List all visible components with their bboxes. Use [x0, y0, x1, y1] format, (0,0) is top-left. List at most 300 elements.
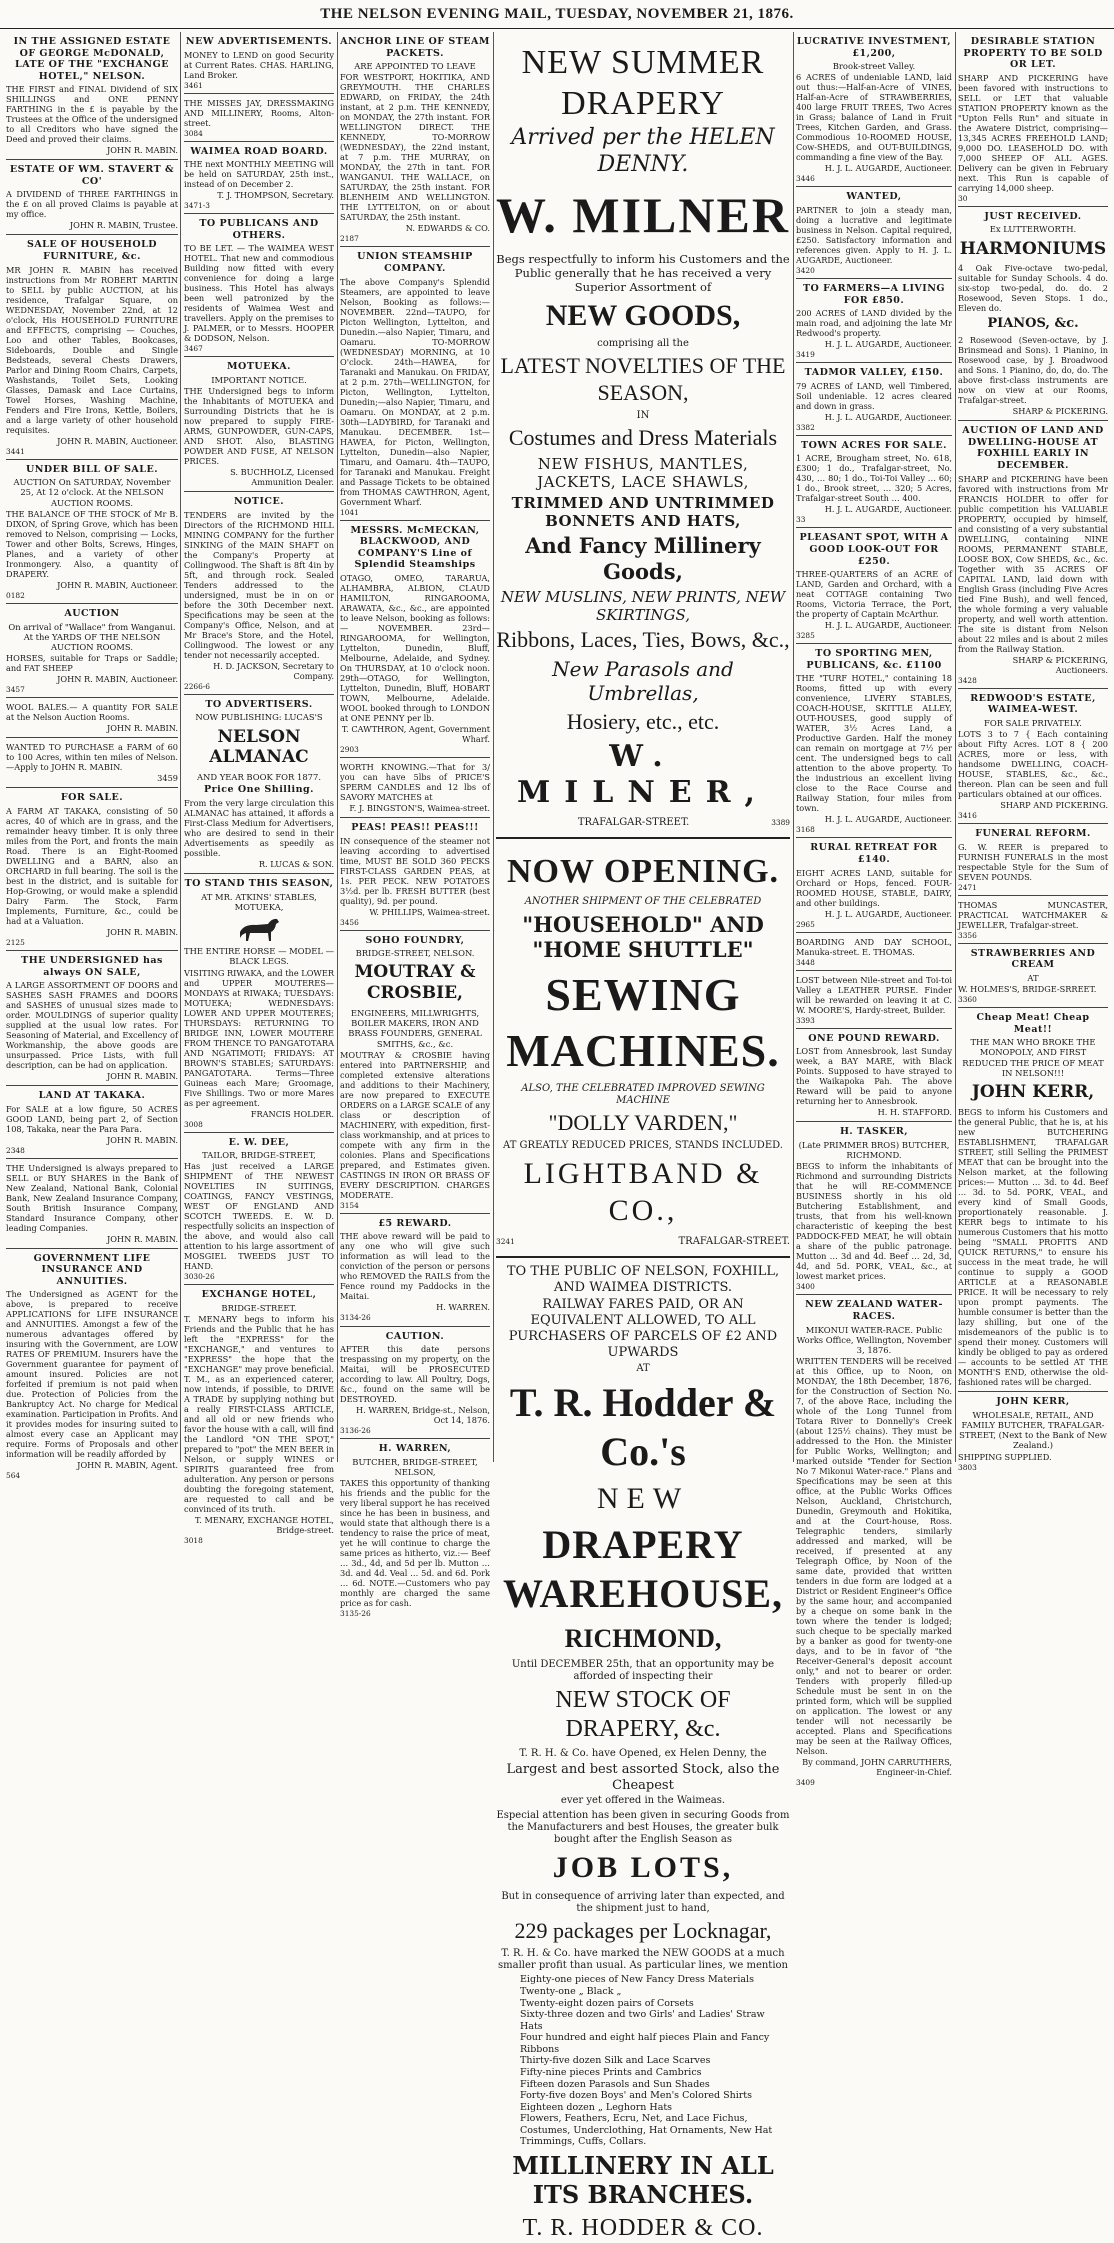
ad-body: THE Undersigned is always prepared to SELL or BUY SHARES in the Bank of New Zealand, National Bank, Colonial Bank, New Zealand Insurance Company, South British Insurance Company, Standard Insurance Company, other leading Companies.	[6, 1162, 178, 1233]
ad-body: BEGS to inform his Customers and the general Public, that he is, at his new BUTCHERING ESTABLISHMENT, TRAFALGAR STREET, still Selling the PRIMEST MEAT that can be brought into the Nelson market, at the following prices:— Mutton … 3d. to 4d. Beef … 3d. to 5d. PORK, VEAL, and every kind of Small Goods, proportionately reasonable. J. KERR begs to intimate to his numerous Customers that his motto being "SMALL PROFITS AND QUICK RETURNS," to ensure his success in the meat trade, he will continue to supply a GOOD ARTICLE at a REASONABLE PRICE. It will be necessary to rely upon prompt payments. The humble consumer is better than the lazy shilling, but one of the misdemeanors of the public is to spend their money. Customers will kindly be obliged to pay as ordered — accounts to be settled AT THE MONTH'S END, otherwise the old-fashioned rates will be charged.	[958, 1106, 1108, 1387]
goods-list-item: Thirty-five dozen Silk and Lace Scarves	[520, 2055, 711, 2067]
advertisement	[6, 955, 178, 1086]
ad-subheading: Ex LUTTERWORTH.	[989, 224, 1077, 235]
ad-signature: FRANCIS HOLDER.	[250, 1108, 334, 1119]
ad-body: From the very large circulation this ALMANAC has attained, it affords a First-Class Medium for Advertisers, who are desired to send in their Advertisements as speedily as possible.	[184, 798, 334, 858]
ad-body: THE FIRST and FINAL Dividend of SIX SHILLINGS and ONE PENNY FARTHING in the £ is payable by the Trustees at the Office of the undersigned to all Creditors who have signed the Deed and proved their claims.	[6, 84, 178, 145]
goods-list-item: Forty-five dozen Boys' and Men's Colored Shirts	[520, 2090, 752, 2102]
ad-body: LOTS 3 to 7 { Each containing about Fifty Acres. LOT 8 { 200 ACRES, more or less, with handsome DWELLING, COACH-HOUSE, STABLES, &c., &c., thereon. Plan can be seen and full particulars obtained at our offices.	[958, 728, 1108, 799]
ad-heading: WAIMEA ROAD BOARD.	[190, 145, 328, 157]
advertisement	[6, 1163, 178, 1249]
advertisement	[6, 1253, 178, 1484]
summer-drapery-subheading: Arrived per the HELEN DENNY.	[511, 124, 775, 177]
column-rule	[180, 32, 181, 1462]
reference-number: 3448	[796, 957, 815, 967]
drapery-warehouse-heading: DRAPERY WAREHOUSE,	[502, 1522, 784, 1617]
ad-signature: JOHN R. MABIN, Auctioneer.	[57, 435, 178, 446]
advertisement	[958, 693, 1108, 824]
ad-body: AFTER this date persons trespassing on my property, on the Maitai, will be PROSECUTED according to law. All Poultry, Dogs, &c., found on the same will be DESTROYED.	[340, 1344, 490, 1405]
ad-body: THE MISSES JAY, DRESSMAKING AND MILLINERY, Rooms, Alton-street.	[184, 97, 334, 128]
advertisement	[796, 1126, 952, 1295]
ad-heading: CAUTION.	[385, 1330, 445, 1342]
ad-signature: JOHN R. MABIN.	[106, 1071, 178, 1082]
ad-signature: SHARP AND PICKERING.	[1000, 799, 1108, 810]
ad-heading: REDWOOD'S ESTATE, WAIMEA-WEST.	[970, 692, 1096, 716]
ad-body: BOARDING AND DAY SCHOOL, Manuka-street. E. THOMAS.	[796, 936, 952, 957]
reference-number: 2965	[796, 919, 815, 929]
ad-body: BEGS to inform the inhabitants of Richmond and surrounding Districts that he will RE-COMMENCE BUSINESS shortly in his old Butchering Establishment, and trusts, that from his well-known characteristic of keeping the best PADDOCK-FED MEAT, he will obtain a share of the public patronage. Mutton … 3d and 4d. Beef … 2d, 3d, 4d, and 5d. PORK, VEAL, &c., at lowest market prices.	[796, 1161, 952, 1282]
ad-body: SHARP AND PICKERING have been favored with instructions to SELL or LET that valuable STATION PROPERTY known as the "Upton Fells Run" and situate in the Awatere District, comprising— 13,345 ACRES FREEHOLD LAND; 9,000 DO. LEASEHOLD DO. with 7,000 SHEEP OF ALL AGES. Delivery can be given in February next. This Run is capable of carrying 14,000 sheep.	[958, 72, 1108, 193]
ad-heading: DESIRABLE STATION PROPERTY TO BE SOLD OR LET.	[963, 36, 1103, 71]
reference-number: 3168	[796, 825, 815, 835]
reference-number: 3446	[796, 174, 815, 184]
reference-number: 0182	[6, 590, 25, 600]
goods-list-item: Eighty-one pieces of New Fancy Dress Materials	[520, 1974, 754, 1986]
reference-number: 3420	[796, 266, 815, 276]
ad-signature: JOHN R. MABIN, Trustee.	[69, 220, 178, 231]
ad-signature: JOHN R. MABIN.	[106, 145, 178, 156]
ad-subheading: On arrival of "Wallace" from Wanganui. At the YARDS OF THE NELSON AUCTION ROOMS.	[8, 621, 176, 653]
goods-list-item: Twenty-one „ Black „	[520, 1985, 622, 1997]
hosiery-line: Hosiery, etc., etc.	[566, 708, 720, 734]
reference-number: 2266-6	[184, 681, 211, 691]
lightband-name: LIGHTBAND & CO.,	[523, 1157, 763, 1227]
reference-number: 33	[796, 515, 806, 525]
trimmed-line: TRIMMED AND UNTRIMMED BONNETS AND HATS,	[511, 493, 775, 530]
ad-body: THOMAS MUNCASTER, PRACTICAL WATCHMAKER & JEWELLER, Trafalgar-street.	[958, 899, 1108, 930]
ad-heading: UNDER BILL OF SALE.	[25, 463, 159, 475]
ribbons-line: Ribbons, Laces, Ties, Bows, &c.,	[496, 627, 790, 653]
ad-subheading: FOR SALE PRIVATELY.	[984, 717, 1082, 728]
milner-name: W. MILNER	[496, 186, 790, 243]
hodder-footer: T. R. HODDER & CO.	[522, 2214, 764, 2241]
ad-heading: STRAWBERRIES AND CREAM	[970, 947, 1096, 971]
goods-list-item: Sixty-three dozen and two Girls' and Ladies' Straw Hats	[520, 2009, 765, 2032]
ad-subheading: MIKONUI WATER-RACE. Public Works Office, Wellington, November 3, 1876.	[796, 1324, 952, 1355]
ad-subheading: BRIDGE-STREET, NELSON.	[355, 948, 475, 959]
reference-number: 2348	[6, 1145, 25, 1155]
consequence-text: But in consequence of arriving later than expected, and the shipment just to hand,	[501, 1890, 785, 1914]
reference-number: 3409	[796, 1778, 815, 1788]
advertisement	[796, 842, 952, 932]
ad-display-heading: NELSON ALMANAC	[209, 726, 309, 768]
advertisement	[184, 218, 334, 357]
advertisement	[958, 425, 1108, 688]
advertisement	[6, 464, 178, 604]
ad-heading: TO ADVERTISERS.	[205, 698, 313, 710]
goods-list-item: Flowers, Feathers, Ecru, Net, and Lace Fichus, Costumes, Underclothing, Hat Ornaments, New Hat Trimmings, Cuffs, Collars.	[520, 2113, 773, 2148]
ad-subheading: THE MAN WHO BROKE THE MONOPOLY, AND FIRST REDUCED THE PRICE OF MEAT IN NELSON!!!	[962, 1037, 1104, 1078]
advertisement	[796, 1033, 952, 1123]
reference-number: 3419	[796, 350, 815, 360]
richmond-heading: RICHMOND,	[564, 1623, 722, 1653]
reference-number: 2903	[340, 744, 359, 754]
column-rule	[955, 32, 956, 1462]
ad-body: SHARP and PICKERING have been favored with instructions from Mr FRANCIS HOLDER to offer for public competition his VALUABLE PROPERTY, occupied by himself, and consisting of a very substantial DWELLING, containing NINE ROOMS, PERMANENT STABLE, LOOSE BOX, Cow SHEDS, &c., &c. Together with 35 ACRES OF CAPITAL LAND, laid down with English Grass (including Five Acres tied Fine Bush), and well fenced, the whole forming a very valuable property, and well worth attention. The site is distant from Nelson about 22 miles and is about 2 miles from the Railway Station.	[958, 473, 1108, 654]
advertisement	[6, 742, 178, 788]
ad-body: WOOL BALES.— A quantity FOR SALE at the Nelson Auction Rooms.	[6, 702, 178, 723]
ad-signature: H. J. L. AUGARDE, Auctioneer.	[824, 814, 952, 825]
ad-signature: SHARP & PICKERING.	[1012, 406, 1108, 417]
milner-intro: Begs respectfully to inform his Customers and the Public generally that he has received a very Superior Assortment of	[496, 251, 790, 294]
in-text: IN	[636, 410, 650, 422]
ad-body: The above Company's Splendid Steamers, are appointed to leave Nelson, Booking as follows:— NOVEMBER. 22nd—TAUPO, for Picton Wellington, Lyttelton, and Dunedin.—also Napier, Timaru, and Oamaru. TO-MORROW (WEDNESDAY) MORNING, at 10 O'clock. 24th—HAWEA, for Taranaki and Manukau. On FRIDAY, at 2 p.m. 27th—WELLINGTON, for Picton, Wellington, Lyttelton, Dunedin;—also Napier, Timaru, and Oamaru. On MONDAY, at 2 p.m. 30th—LADYBIRD, for Taranaki and Manukau. DECEMBER. 1st—HAWEA, for Picton, Wellington, Lyttelton, Dunedin—also Napier, Timaru, and Oamaru. 4th—TAUPO, for Taranaki and Manukau. Freight and Passage Tickets to be obtained from THOMAS CAWTHRON, Agent, Government Wharf.	[340, 276, 490, 507]
ad-heading: AUCTION	[64, 608, 120, 620]
advertisement	[184, 699, 334, 874]
advertisement	[796, 937, 952, 971]
horse-icon	[234, 914, 284, 944]
ad-body: FOR WESTPORT, HOKITIKA, AND GREYMOUTH. THE CHARLES EDWARD, on FRIDAY, the 24th instant, at 2 p.m. THE KENNEDY, on MONDAY, the 27th instant. FOR WELLINGTON DIRECT. THE KENNEDY, TO-MORROW (WEDNESDAY), the 22nd instant, at 7 p.m. THE MURRAY, on MONDAY, the 27th in tant. FOR WANGANUI. THE WALLACE, on SATURDAY, the 25th instant. FOR BLENHEIM AND WELLINGTON. THE LYTTELTON, on or about SATURDAY, the 25th instant.	[340, 72, 490, 223]
ad-body: T. MENARY begs to inform his Friends and the Public that he has left the "EXPRESS" for the "EXCHANGE," and ventures to "EXPRESS" the hope that the "EXCHANGE" may prove beneficial. T. M., as an experienced caterer, now intends, if possible, to DRIVE A TRADE by supplying nothing but a really FIRST-CLASS ARTICLE, and all old or new friends who favor the house with a call, will find the Landlord "ON THE SPOT," prepared to "pot" the MEN BEER in Nelson, or supply WINES or SPIRITS guaranteed free from adulteration. Any person or persons doubting the foregoing statement, are requested to call and be convinced of its truth.	[184, 1314, 334, 1515]
advertisement	[184, 878, 334, 1133]
advertisement	[6, 702, 178, 738]
to-the-public: TO THE PUBLIC OF NELSON, FOXHILL, AND WAIMEA DISTRICTS.	[506, 1263, 780, 1295]
ad-body: THREE-QUARTERS of an ACRE of LAND, Garden and Orchard, with a neat COTTAGE containing Two Rooms, Victoria Terrace, the Port, the property of Captain McArthur.	[796, 569, 952, 620]
reference-number: 564	[6, 1471, 21, 1481]
advertisement	[796, 1299, 952, 1790]
ad-heading: SOHO FOUNDRY,	[365, 934, 465, 946]
ad-heading: LAND AT TAKAKA.	[38, 1090, 146, 1102]
ad-signature: T. J. THOMPSON, Secretary.	[217, 190, 334, 201]
milner-advertisement	[496, 34, 790, 839]
advertisement	[340, 1218, 490, 1327]
ad-body: THE BALANCE OF THE STOCK of Mr B. DIXON, of Spring Grove, which has been removed to Nelson, comprising — Locks, Tower and other Bolts, Screws, Hinges, Planes, and a variety of other Ironmongery. Also, a quantity of DRAPERY.	[6, 508, 178, 579]
ad-heading: UNION STEAMSHIP COMPANY.	[357, 251, 473, 275]
ad-signature: H. J. L. AUGARDE, Auctioneer.	[824, 908, 952, 919]
advertisement	[958, 900, 1108, 944]
ad-body: 1 ACRE, Brougham street, No. 618, £300; 1 do., Trafalgar-street, No. 430, … 80; 1 do., Toi-Toi Valley … 60; 1 do., Brook street, … 320; 5 Acres, Trafalgar-street South … 400.	[796, 453, 952, 504]
goods-list-item: Fifty-nine pieces Prints and Cambrics	[520, 2066, 702, 2078]
until-december-text: Until DECEMBER 25th, that an opportunity may be afforded of inspecting their	[511, 1658, 775, 1682]
ad-signature: JOHN R. MABIN, Auctioneer.	[57, 579, 178, 590]
ad-body: THE "TURF HOTEL," containing 18 Rooms, fitted up with every convenience, LIVERY STABLES, COACH-HOUSE, SKITTLE ALLEY, OUT-HOUSES, good supply of WATER, 3½ Acres Land, a Productive Garden. Half the money can remain on mortgage at 7½ per cent. The undersigned begs to call attention to the above property. To the industrious an excellent living close to the Race Course and Railway Station, four miles from town.	[796, 673, 952, 814]
ad-signature: F. J. BINGSTON'S, Waimea-street.	[349, 802, 490, 813]
ad-signature: H. J. L. AUGARDE, Auctioneer.	[824, 411, 952, 422]
ever-offered-text: ever yet offered in the Waimeas.	[560, 1795, 726, 1807]
ad-signature: H. WARREN.	[436, 1302, 490, 1313]
ad-signature: JOHN R. MABIN, Auctioneer.	[57, 674, 178, 685]
ad-body: THE Undersigned begs to inform the Inhabitants of MOTUEKA and Surrounding Districts that he is now prepared to supply FIRE-ARMS, GUNPOWDER, GUN-CAPS, AND SHOT. Also, BLASTING POWDER AND FUSE, AT NELSON PRICES.	[184, 386, 334, 467]
new-goods-heading: NEW GOODS,	[545, 298, 741, 332]
ad-signature: R. LUCAS & SON.	[258, 859, 334, 869]
ad-heading: RURAL RETREAT FOR £140.	[810, 842, 938, 865]
masthead: THE NELSON EVENING MAIL, TUESDAY, NOVEMBER 21, 1876.	[0, 0, 1114, 29]
ad-body: 4 Oak Five-octave two-pedal, suitable for Sunday Schools. 4 do. six-stop two-pedal, do. do. 2 Rosewood, Seven Stops. 1 do., Eleven do.	[958, 263, 1108, 314]
reference-number: 3135-26	[340, 1609, 371, 1619]
column-2	[184, 34, 334, 1546]
ad-heading: NEW ZEALAND WATER-RACES.	[805, 1299, 943, 1322]
also-text: ALSO, THE CELEBRATED IMPROVED SEWING MACHINE	[521, 1083, 765, 1107]
advertisement	[6, 239, 178, 459]
ad-body: VISITING RIWAKA, and the LOWER and UPPER MOUTERES— MONDAYS at RIWAKA; TUESDAYS: MOTUEKA; WEDNESDAYS: LOWER AND UPPER MOUTERES; THURSDAYS: RETURNING TO BRIDGE INN, LOWER MOUTERE FROM THENCE TO PANGATOTARA AND NGATIMOTI; FRIDAYS: AT BROWN'S STABLES; SATURDAYS: PANGATOTARA. Terms—Three Guineas each Mare; Groomage, Five Shillings. Two or more Mares as per agreement.	[184, 967, 334, 1108]
ad-heading: PEAS! PEAS!! PEAS!!!	[351, 821, 479, 833]
muslins-line: NEW MUSLINS, NEW PRINTS, NEW SKIRTINGS,	[500, 587, 786, 624]
advertisement	[958, 1012, 1108, 1392]
ad-body: WANTED TO PURCHASE a FARM of 60 to 100 Acres, within ten miles of Nelson.—Apply to JOHN R. MABIN.	[6, 742, 178, 773]
now-opening-heading: NOW OPENING.	[506, 852, 780, 890]
ad-body: 79 ACRES of LAND, well Timbered, Soil undeniable. 12 acres cleared and down in grass.	[796, 380, 952, 411]
ad-subheading: AUCTION On SATURDAY, November 25, At 12 o'clock. At the NELSON AUCTION ROOMS.	[13, 477, 171, 508]
ad-heading: TO STAND THIS SEASON,	[184, 878, 334, 889]
ad-heading: Cheap Meat! Cheap Meat!!	[976, 1012, 1090, 1035]
advertisement	[340, 762, 490, 818]
reference-number: 3467	[184, 344, 203, 354]
reference-number: 2471	[958, 882, 977, 892]
ad-heading: SALE OF HOUSEHOLD FURNITURE, &c.	[26, 239, 158, 263]
ad-subheading: AT MR. ATKINS' STABLES, MOTUEKA,	[201, 891, 317, 912]
ad-heading: JOHN KERR,	[996, 1395, 1070, 1407]
ad-subheading: AT	[1027, 972, 1039, 983]
ad-signature: H. J. L. AUGARDE, Auctioneer.	[824, 163, 952, 174]
ad-heading: PLEASANT SPOT, WITH A GOOD LOOK-OUT FOR £250.	[799, 532, 949, 567]
ad-heading: THE UNDERSIGNED has always ON SALE,	[21, 954, 163, 978]
ad-heading: EXCHANGE HOTEL,	[201, 1289, 317, 1301]
column-rule	[793, 32, 794, 1462]
reference-number: 3456	[340, 917, 359, 927]
household-heading: "HOUSEHOLD" AND "HOME SHUTTLE"	[522, 911, 764, 963]
ad-subheading: TAILOR, BRIDGE-STREET,	[202, 1150, 316, 1161]
ad-heading: MESSRS. McMECKAN, BLACKWOOD, AND COMPANY'S Line of Splendid Steamships	[350, 524, 480, 571]
ad-body: HORSES, suitable for Traps or Saddle; and FAT SHEEP	[6, 653, 178, 674]
reference-number: 3356	[958, 930, 977, 940]
ad-body: WRITTEN TENDERS will be received at this Office, up to Noon, on MONDAY, the 18th December, 1876, for the Construction of Section No. 7, of the above Race, including the whole of the Long Tunnel from Totara River to Donnelly's Creek (about 125½ chains). They must be addressed to the Hon. the Minister for Public Works, Wellington; and marked outside "Tender for Section No 7 Mikonui Water-race." Plans and Specifications may be seen at this office, at the Public Works Offices Nelson, Auckland, Christchurch, Dunedin, Greymouth and Hokitika, and at the Court-house, Ross. Telegraphic tenders, similarly addressed and marked, will be received, if presented at any Telegraph Office, by Noon of the same date, provided that written tenders in due form are lodged at a District or Resident Engineer's Office by the same hour, and accompanied by a cheque on some bank in the town where the tender is lodged; such cheque to be specially marked by a banker as good for twenty-one days, and to be in favor of "the Receiver-General's deposit account only," and not to bearer or order. Tenders with properly filled-up Schedule must be sent in on the printed form, which will be supplied on application. The lowest or any tender will not necessarily be accepted. Plans and Specifications may be seen at the Railway Offices, Nelson.	[796, 1356, 952, 1757]
advertisement	[796, 648, 952, 838]
goods-list-item: Fifteen dozen Parasols and Sun Shades	[520, 2078, 710, 2090]
parasols-line: New Parasols and Umbrellas,	[552, 656, 734, 706]
ad-body: 200 ACRES of LAND divided by the main road, and adjoining the late Mr Redwood's property.	[796, 308, 952, 339]
reference-number: 3008	[184, 1119, 203, 1129]
reference-number: 3030-26	[184, 1272, 215, 1282]
ad-heading: TO FARMERS—A LIVING FOR £850.	[802, 283, 946, 306]
advertisement	[6, 1090, 178, 1159]
milner-address: TRAFALGAR-STREET.	[577, 816, 690, 828]
ad-signature: T. MENARY, EXCHANGE HOTEL, Bridge-street.	[195, 1515, 334, 1536]
ad-heading: NEW ADVERTISEMENTS.	[185, 36, 333, 47]
ad-heading: GOVERNMENT LIFE INSURANCE AND ANNUITIES.	[33, 1252, 151, 1287]
lightband-address: TRAFALGAR-STREET.	[678, 1235, 790, 1247]
railway-fares: RAILWAY FARES PAID, OR AN EQUIVALENT ALLOWED, TO ALL PURCHASERS OF PARCELS OF £2 AND UPWARDS	[508, 1297, 778, 1361]
new-heading: NEW	[596, 1481, 690, 1515]
column-rule	[337, 32, 338, 1462]
largest-stock-text: Largest and best assorted Stock, also the Cheapest	[506, 1761, 780, 1793]
advertisement	[796, 975, 952, 1029]
reference-number: 3285	[796, 631, 815, 641]
advertisement	[796, 36, 952, 187]
ad-signature: H. WARREN, Bridge-st., Nelson, Oct 14, 1876.	[356, 1405, 490, 1426]
advertisement	[958, 36, 1108, 207]
ad-subheading: NOW PUBLISHING: LUCAS'S	[195, 712, 323, 723]
another-shipment-text: ANOTHER SHIPMENT OF THE CELEBRATED	[524, 896, 762, 908]
advertisement	[958, 211, 1108, 421]
ad-signature: H. J. L. AUGARDE, Auctioneer.	[824, 339, 952, 350]
ad-signature: JOHN R. MABIN, Agent.	[77, 1460, 178, 1471]
reference-number: 2187	[340, 234, 359, 244]
ad-signature: S. BUCHHOLZ, Licensed Ammunition Dealer.	[230, 467, 334, 488]
advertisement	[796, 367, 952, 436]
ad-signature: JOHN R. MABIN.	[106, 926, 178, 937]
ad-signature: SHARP & PICKERING, Auctioneers.	[1012, 654, 1108, 675]
reference-number: 2125	[6, 937, 25, 947]
advertisement	[184, 1137, 334, 1286]
advertisement	[796, 440, 952, 529]
advertisement	[184, 361, 334, 492]
advertisement	[340, 525, 490, 758]
column-rule	[493, 32, 494, 1462]
ad-body: Has just received a LARGE SHIPMENT of THE NEWEST NOVELTIES IN SUITINGS, COATINGS, FANCY VESTINGS, WEST OF ENGLAND AND SCOTCH TWEEDS. E. W. D. respectfully solicits an inspection of the above, and would also call attention to his large assortment of MOSGIEL TWEEDS JUST TO HAND.	[184, 1161, 334, 1272]
column-3	[340, 34, 490, 1619]
advertisement	[184, 146, 334, 215]
ad-body: TAKES this opportunity of thanking his friends and the public for the very liberal support he has received since he has been in business, and would state that although there is a tendency to raise the price of meat, yet he will continue to charge the same prices as hitherto, viz.:— Beef … 3d., 4d, and 5d per lb. Mutton … 3d. and 4d. Veal … 5d. and 6d. Pork … 6d. NOTE.—Customers who pay monthly are charged the same price as for cash.	[340, 1478, 490, 1609]
ad-heading: TOWN ACRES FOR SALE.	[801, 439, 947, 451]
ad-heading: JUST RECEIVED.	[984, 210, 1082, 222]
at-text: AT	[636, 1362, 650, 1374]
milner-footer-name: W. MILNER,	[517, 738, 769, 811]
ad-body: For SALE at a low figure, 50 ACRES GOOD LAND, being part 2, of Section 108, Takaka, near the Para Para.	[6, 1103, 178, 1134]
advertisement	[340, 251, 490, 520]
opened-text: T. R. H. & Co. have Opened, ex Helen Denny, the	[519, 1747, 767, 1759]
ad-signature: N. EDWARDS & CO.	[405, 223, 490, 234]
ad-signature: T. CAWTHRON, Agent, Government Wharf.	[341, 723, 490, 744]
advertisement	[6, 608, 178, 698]
ad-signature: H. J. L. AUGARDE, Auctioneer.	[824, 620, 952, 631]
reference-number: 3441	[6, 446, 25, 456]
ad-subheading: Brook-street Valley.	[832, 61, 916, 72]
ad-heading: NOTICE.	[233, 496, 285, 508]
reference-number: 3360	[958, 995, 977, 1005]
ad-heading: ONE POUND REWARD.	[808, 1032, 940, 1044]
millinery-heading: MILLINERY IN ALL ITS BRANCHES.	[512, 2151, 774, 2210]
ad-subheading: AND YEAR BOOK FOR 1877.	[197, 772, 321, 783]
new-stock-heading: NEW STOCK OF DRAPERY, &c.	[555, 1686, 731, 1743]
goods-list	[496, 1974, 790, 2148]
ad-body: A DIVIDEND of THREE FARTHINGS in the £ on all proved Claims is payable at my office.	[6, 189, 178, 220]
ad-body: OTAGO, OMEO, TARARUA, ALHAMBRA, ALBION, CLAUD HAMILTON, RINGAROOMA, ARAWATA, &c., &c., are appointed to leave Nelson, booking as follows:— NOVEMBER. 23rd—RINGAROOMA, for Wellington, Lyttelton, Dunedin, Bluff, Melbourne, Adelaide, and Sydney. On THURSDAY, at 10 o'clock noon. 29th—OTAGO, for Wellington, Lyttelton, Dunedin, Bluff, HOBART TOWN, Melbourne, Adelaide. WOOL booked through to LONDON at ONE PENNY per lb.	[340, 572, 490, 723]
advertisement	[184, 36, 334, 94]
ad-subheading: IMPORTANT NOTICE.	[211, 375, 307, 386]
column-4	[496, 34, 790, 2241]
ad-heading: LUCRATIVE INVESTMENT, £1,200,	[796, 36, 952, 59]
dolly-varden-heading: "DOLLY VARDEN,"	[548, 1110, 738, 1136]
ad-heading: £5 REWARD.	[378, 1217, 452, 1229]
goods-list-item: Twenty-eight dozen pairs of Corsets	[520, 1997, 694, 2009]
reference-number: 3018	[184, 1536, 203, 1546]
reference-number: 30	[958, 193, 968, 203]
reference-number: 3416	[958, 810, 977, 820]
ad-body: PARTNER to join a steady man, doing a lucrative and legitimate business in Nelson. Capital required, £250. Satisfactory information and references given. Apply to H. J. L. AUGARDE, Auctioneer.	[796, 205, 952, 266]
ad-subheading: BRIDGE-STREET.	[221, 1303, 297, 1314]
advertisement	[796, 191, 952, 279]
ad-heading: ANCHOR LINE OF STEAM PACKETS.	[340, 36, 490, 59]
reference-number: 3084	[184, 128, 203, 138]
ad-body: TENDERS are invited by the Directors of the RICHMOND HILL MINING COMPANY for the further SINKING of the MAIN SHAFT on the Company's Property at Collingwood. The Shaft is 8ft 4in by 5ft, and through rock. Sealed Tenders addressed to the undersigned, must be in on or before the 30th December next. Specifications may be seen at the Company's Office, Nelson, and at Mr Brace's Store, and the Hotel, Collingwood. The lowest or any tender not necessarily accepted.	[184, 509, 334, 660]
reference-number: 3428	[958, 675, 977, 685]
advertisement	[796, 283, 952, 363]
fancy-millinery-line: And Fancy Millinery Goods,	[525, 533, 761, 584]
ad-body: W. HOLMES'S, BRIDGE-SRREET.	[958, 984, 1097, 995]
reference-number: 3400	[796, 1282, 815, 1292]
ad-heading: FUNERAL REFORM.	[975, 827, 1091, 839]
ad-body: IN consequence of the steamer not leaving according to advertised time, MUST BE SOLD 360 PECKS FIRST-CLASS GARDEN PEAS, at 1s. PER PECK. NEW POTATOES 3½d. per lb. FRESH BUTTER (best quality), 9d. per pound.	[340, 835, 490, 906]
reference-number: 1041	[340, 507, 359, 517]
advertisement	[340, 822, 490, 931]
reference-number: 3457	[6, 685, 25, 695]
ad-signature: By command, JOHN CARRUTHERS, Engineer-in-Chief.	[802, 1757, 952, 1778]
ad-signature: 3459	[157, 773, 178, 784]
advertisement	[340, 935, 490, 1214]
advertisement	[6, 164, 178, 235]
advertisement	[340, 36, 490, 247]
ad-signature: JOHN R. MABIN.	[106, 1134, 178, 1145]
ad-subheading: WHOLESALE, RETAIL, AND FAMILY BUTCHER, TRAFALGAR-STREET, (Next to the Bank of New Zealand.)	[959, 1409, 1107, 1451]
ad-heading: TO SPORTING MEN, PUBLICANS, &c. £1100	[806, 648, 942, 671]
ad-signature: H. J. L. AUGARDE, Auctioneer.	[824, 504, 952, 515]
ad-subheading: ENGINEERS, MILLWRIGHTS, BOILER MAKERS, IRON AND BRASS FOUNDERS, GENERAL SMITHS, &c., &c.	[348, 1007, 482, 1049]
ad-subheading: ARE APPOINTED TO LEAVE	[354, 61, 476, 72]
ad-display-heading: JOHN KERR,	[971, 1082, 1095, 1103]
advertisement	[796, 532, 952, 644]
ad-display-heading: PIANOS, &c.	[987, 316, 1079, 332]
advertisement	[958, 948, 1108, 1008]
reference-number: 3393	[796, 1015, 815, 1025]
ad-body: LOST from Annesbrook, last Sunday week, a BAY MARE, with Black Points. Supposed to have strayed to the Waikapoka Pah. The above Reward will be paid to anyone returning her to Annesbrook.	[796, 1046, 952, 1107]
reference-number: 3461	[184, 80, 203, 90]
reference-number: 3389	[771, 818, 790, 828]
horse-caption: THE ENTIRE HORSE — MODEL — BLACK LEGS.	[184, 946, 334, 967]
reference-number: 3154	[340, 1200, 359, 1210]
advertisement	[184, 496, 334, 695]
fichus-line: NEW FISHUS, MANTLES, JACKETS, LACE SHAWLS,	[537, 455, 749, 492]
ad-signature: H. D. JACKSON, Secretary to Company.	[213, 660, 334, 681]
lightband-advertisement	[496, 845, 790, 1258]
ad-heading: IN THE ASSIGNED ESTATE OF GEORGE McDONALD, LATE OF THE "EXCHANGE HOTEL," NELSON.	[13, 36, 171, 82]
column-1	[6, 34, 178, 1481]
ad-heading: ESTATE OF WM. STAVERT & CO'	[9, 164, 175, 187]
ad-subheading: (Late PRIMMER BROS) BUTCHER, RICHMOND.	[798, 1139, 950, 1161]
ad-heading: WANTED,	[846, 191, 902, 203]
ad-body: A LARGE ASSORTMENT OF DOORS and SASHES SASH FRAMES and DOORS and SASHES of unusual sizes made to order. MOULDINGS of superior quality supplied at the usual low rates. For Seasoning of Material, and Excellency of Workmanship, the above goods are unsurpassed. Price Lists, with full description, can be had on application.	[6, 980, 178, 1071]
advertisement	[6, 792, 178, 951]
ad-body: A FARM AT TAKAKA, consisting of 50 acres, 40 of which are in grass, and the remainder heavy timber. It is only three miles from the Port, and fronts the main Road. There is an Eight-Roomed DWELLING and a BARN, also an ORCHARD in full bearing. The soil is the best in the district, and is suitable for Hop-Growing, or would make a splendid Dairy Farm. The Stock, Farm Implements, Furniture, &c., could be had at a Valuation.	[6, 805, 178, 926]
ad-subheading: BUTCHER, BRIDGE-STREET, NELSON,	[352, 1456, 478, 1477]
ad-heading: TADMOR VALLEY, £150.	[804, 367, 944, 379]
ad-heading: FOR SALE.	[60, 792, 124, 804]
advertisement	[184, 98, 334, 142]
ad-signature: JOHN R. MABIN.	[106, 723, 178, 734]
ad-body: MR JOHN R. MABIN has received instructions from Mr ROBERT MARTIN to SELL by public AUCTION, at his residence, Trafalgar Square, on WEDNESDAY, November 22nd, at 12 o'clock, His HOUSEHOLD FURNITURE and EFFECTS, comprising — Couches, Loo and other Tables, Bookcases, Sideboards, Double and Single Bedsteads, several Chests Drawers, Parlor and Dining Room Chairs, Carpets, Washstands, Toilet Sets, Looking Glasses, Damask and Lace Curtains, Towel Horses, Washing Machine, Fenders and Fire Irons, Kettle, Boilers, and a large variety of other household requisites.	[6, 264, 178, 435]
ad-body: MONEY to LEND on good Security at Current Rates. CHAS. HARLING, Land Broker.	[184, 49, 334, 80]
advertisement	[958, 1396, 1108, 1475]
ad-body: THE above reward will be paid to any one who will give such information as will lead to the conviction of the person or persons who REMOVED the RAILS from the Fence round my Paddocks in the Maitai.	[340, 1231, 490, 1302]
costumes-line: Costumes and Dress Materials	[508, 425, 778, 451]
hodder-advertisement	[496, 1264, 790, 2243]
comprising-text: comprising all the	[597, 338, 689, 350]
reference-number: 3134-26	[340, 1313, 371, 1323]
ad-heading: H. TASKER,	[839, 1126, 909, 1138]
advertisement	[6, 36, 178, 160]
ad-signature: H. H. STAFFORD.	[877, 1107, 952, 1118]
summer-drapery-heading: NEW SUMMER DRAPERY	[521, 44, 765, 123]
ad-body: LOST between Nile-street and Toi-toi Valley a LEATHER PURSE. Finder will be rewarded on leaving it at C. W. MOORE'S, Hardy-street, Builder.	[796, 974, 952, 1015]
column-6	[958, 34, 1108, 1472]
job-lots-heading: JOB LOTS,	[552, 1851, 734, 1885]
ad-body: SHIPPING SUPPLIED.	[958, 1451, 1052, 1462]
ad-heading: AUCTION OF LAND AND DWELLING-HOUSE AT FOXHILL EARLY IN DECEMBER.	[962, 425, 1104, 471]
advertisement	[958, 828, 1108, 896]
reference-number: 3241	[496, 1237, 515, 1247]
goods-list-item: Four hundred and eight half pieces Plain and Fancy Ribbons	[520, 2032, 770, 2055]
ad-body: 2 Rosewood (Seven-octave, by J. Brinsmead and Sons). 1 Pianino, in Rosewood case, by J. Broadwood and Sons. 1 Pianino, do, do, do. The above first-class instruments are now on view at our Rooms, Trafalgar-street.	[958, 335, 1108, 406]
advertisement	[184, 1289, 334, 1548]
